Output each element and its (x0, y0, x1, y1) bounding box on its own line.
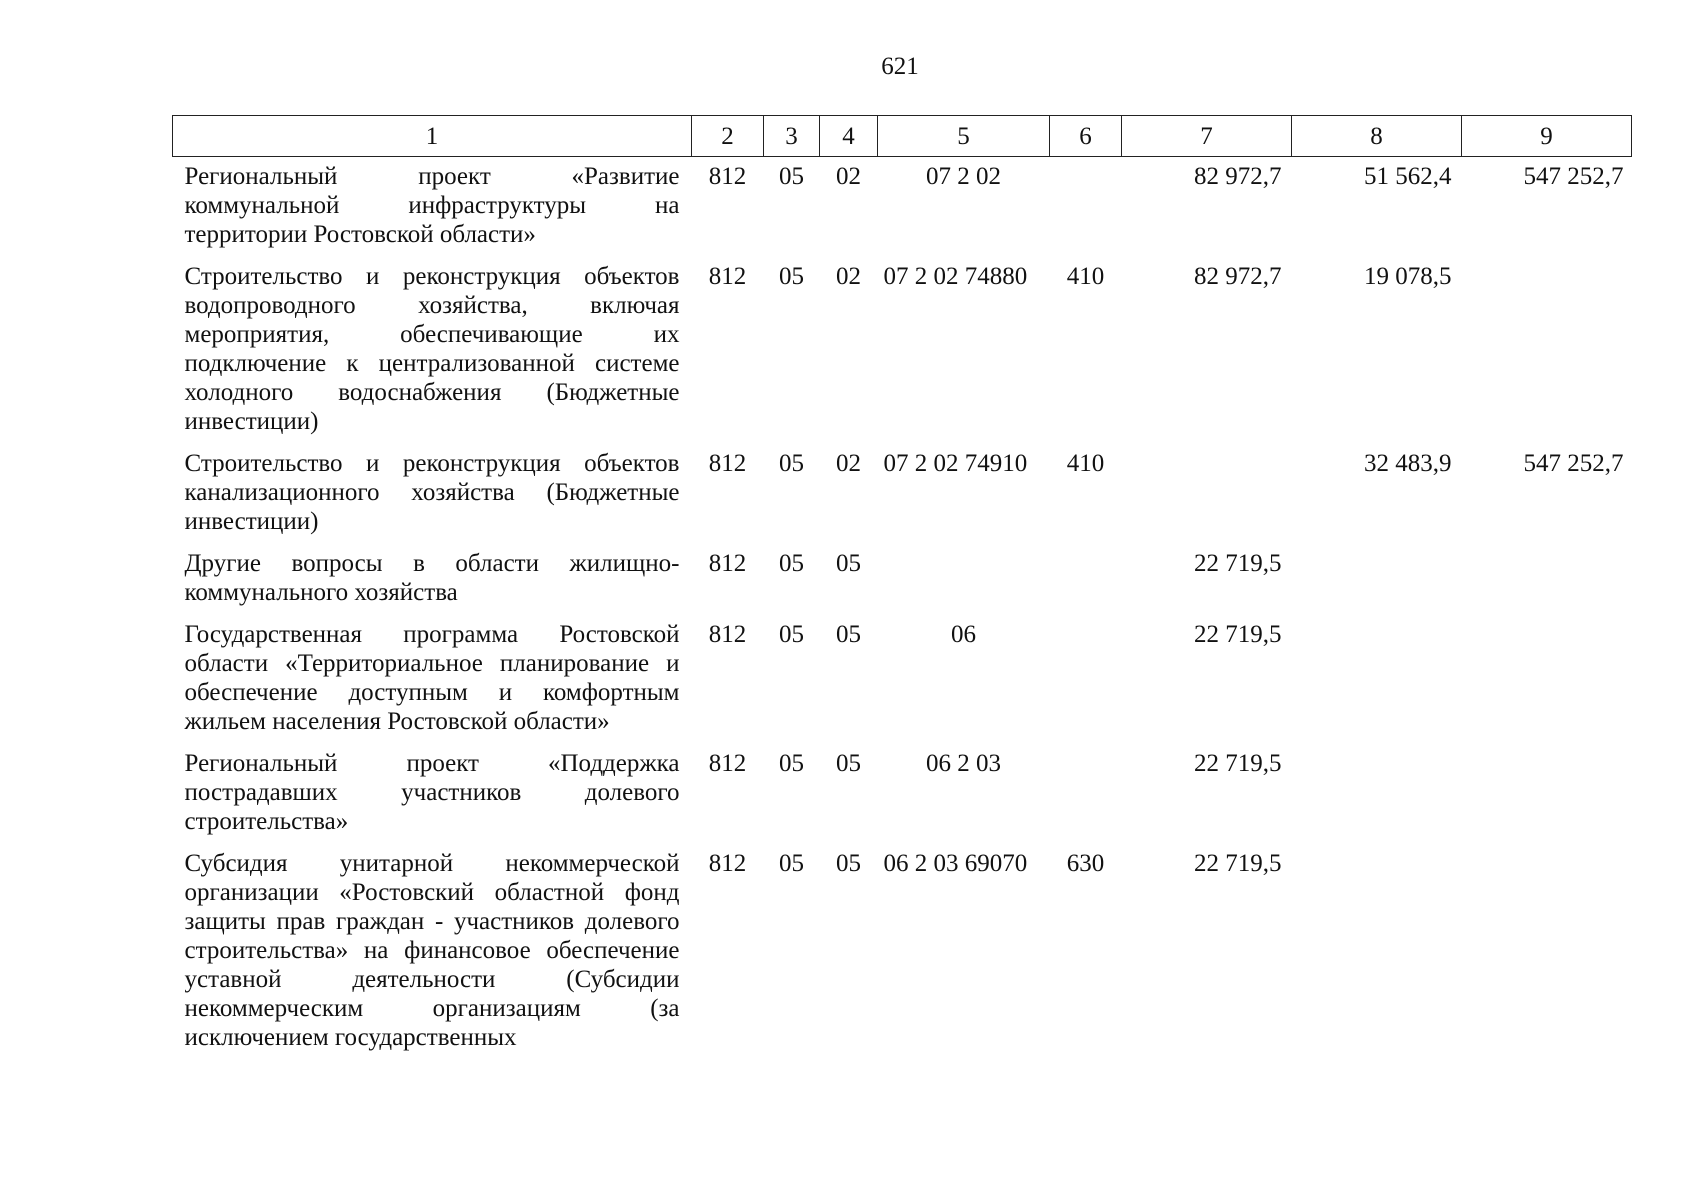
header-col-3: 3 (764, 116, 820, 157)
row-vr: 630 (1066, 850, 1105, 877)
header-col-1: 1 (173, 116, 692, 157)
table-body (173, 157, 1632, 1061)
row-pr: 05 (836, 621, 861, 648)
row-gr: 812 (708, 750, 747, 777)
table-row (173, 444, 1632, 544)
row-pr: 05 (836, 750, 861, 777)
budget-table (172, 115, 1632, 1060)
row-sum-col8: 19 078,5 (1364, 263, 1452, 290)
row-csr (878, 544, 1050, 615)
table-row (173, 744, 1632, 844)
row-description: Строительство и реконструкция объектов водопроводного хозяйства, включая мероприятия, обеспечивающие их подключение к централизованной системе холодного водоснабжения (Бюджетные инвестиции) (184, 263, 680, 435)
header-col-8: 8 (1292, 116, 1462, 157)
table-row (173, 257, 1632, 444)
row-sum-col7: 22 719,5 (1194, 850, 1282, 877)
row-csr: 06 2 03 (926, 750, 1001, 777)
row-rz: 05 (779, 450, 804, 477)
row-sum-col8 (1292, 744, 1462, 844)
row-gr: 812 (708, 163, 747, 190)
row-rz: 05 (779, 621, 804, 648)
row-csr: 07 2 02 (926, 163, 1001, 190)
row-vr (1050, 544, 1122, 615)
table-row (173, 544, 1632, 615)
row-sum-col7: 22 719,5 (1194, 621, 1282, 648)
row-sum-col9 (1462, 544, 1632, 615)
table-row (173, 844, 1632, 1060)
row-rz: 05 (779, 550, 804, 577)
row-sum-col9 (1462, 844, 1632, 1060)
row-rz: 05 (779, 850, 804, 877)
row-sum-col7: 22 719,5 (1194, 750, 1282, 777)
row-sum-col9 (1462, 744, 1632, 844)
row-pr: 02 (836, 263, 861, 290)
row-description: Другие вопросы в области жилищно-коммунального хозяйства (184, 550, 680, 606)
row-sum-col8 (1292, 544, 1462, 615)
row-gr: 812 (708, 550, 747, 577)
row-sum-col9: 547 252,7 (1523, 163, 1624, 190)
row-csr: 07 2 02 74910 (883, 450, 1028, 477)
row-vr (1050, 157, 1122, 258)
row-sum-col7: 82 972,7 (1194, 263, 1282, 290)
row-pr: 02 (836, 450, 861, 477)
table-header (173, 116, 1632, 157)
page-number: 621 (881, 53, 919, 80)
header-col-7: 7 (1122, 116, 1292, 157)
row-rz: 05 (779, 263, 804, 290)
row-description: Субсидия унитарной некоммерческой организации «Ростовский областной фонд защиты прав граждан - участников долевого строительства» на финансовое обеспечение уставной деятельности (Субсидии некоммерческим организациям (за исключением государственных (184, 850, 680, 1051)
row-vr (1050, 744, 1122, 844)
header-col-9: 9 (1462, 116, 1632, 157)
row-sum-col7 (1122, 444, 1292, 544)
row-sum-col8: 32 483,9 (1364, 450, 1452, 477)
row-pr: 05 (836, 550, 861, 577)
row-description: Региональный проект «Развитие коммунальной инфраструктуры на территории Ростовской области» (184, 163, 680, 248)
row-sum-col8: 51 562,4 (1364, 163, 1452, 190)
header-col-4: 4 (820, 116, 878, 157)
row-vr: 410 (1066, 263, 1105, 290)
row-description: Государственная программа Ростовской области «Территориальное планирование и обеспечение доступным и комфортным жильем населения Ростовской области» (184, 621, 680, 735)
row-sum-col8 (1292, 615, 1462, 744)
header-col-5: 5 (878, 116, 1050, 157)
row-description: Региональный проект «Поддержка пострадавших участников долевого строительства» (184, 750, 680, 835)
row-vr (1050, 615, 1122, 744)
row-rz: 05 (779, 750, 804, 777)
header-col-2: 2 (692, 116, 764, 157)
table-row (173, 615, 1632, 744)
row-sum-col8 (1292, 844, 1462, 1060)
header-col-6: 6 (1050, 116, 1122, 157)
row-sum-col9 (1462, 615, 1632, 744)
header-row (173, 116, 1632, 157)
row-gr: 812 (708, 850, 747, 877)
table-row (173, 157, 1632, 258)
row-description: Строительство и реконструкция объектов канализационного хозяйства (Бюджетные инвестиции) (184, 450, 680, 535)
row-sum-col9: 547 252,7 (1523, 450, 1624, 477)
row-pr: 02 (836, 163, 861, 190)
row-sum-col7: 82 972,7 (1194, 163, 1282, 190)
row-vr: 410 (1066, 450, 1105, 477)
row-gr: 812 (708, 621, 747, 648)
row-gr: 812 (708, 450, 747, 477)
row-rz: 05 (779, 163, 804, 190)
row-csr: 07 2 02 74880 (883, 263, 1028, 290)
row-gr: 812 (708, 263, 747, 290)
row-csr: 06 2 03 69070 (883, 850, 1028, 877)
row-csr: 06 (951, 621, 976, 648)
row-pr: 05 (836, 850, 861, 877)
row-sum-col9 (1462, 257, 1632, 444)
row-sum-col7: 22 719,5 (1194, 550, 1282, 577)
